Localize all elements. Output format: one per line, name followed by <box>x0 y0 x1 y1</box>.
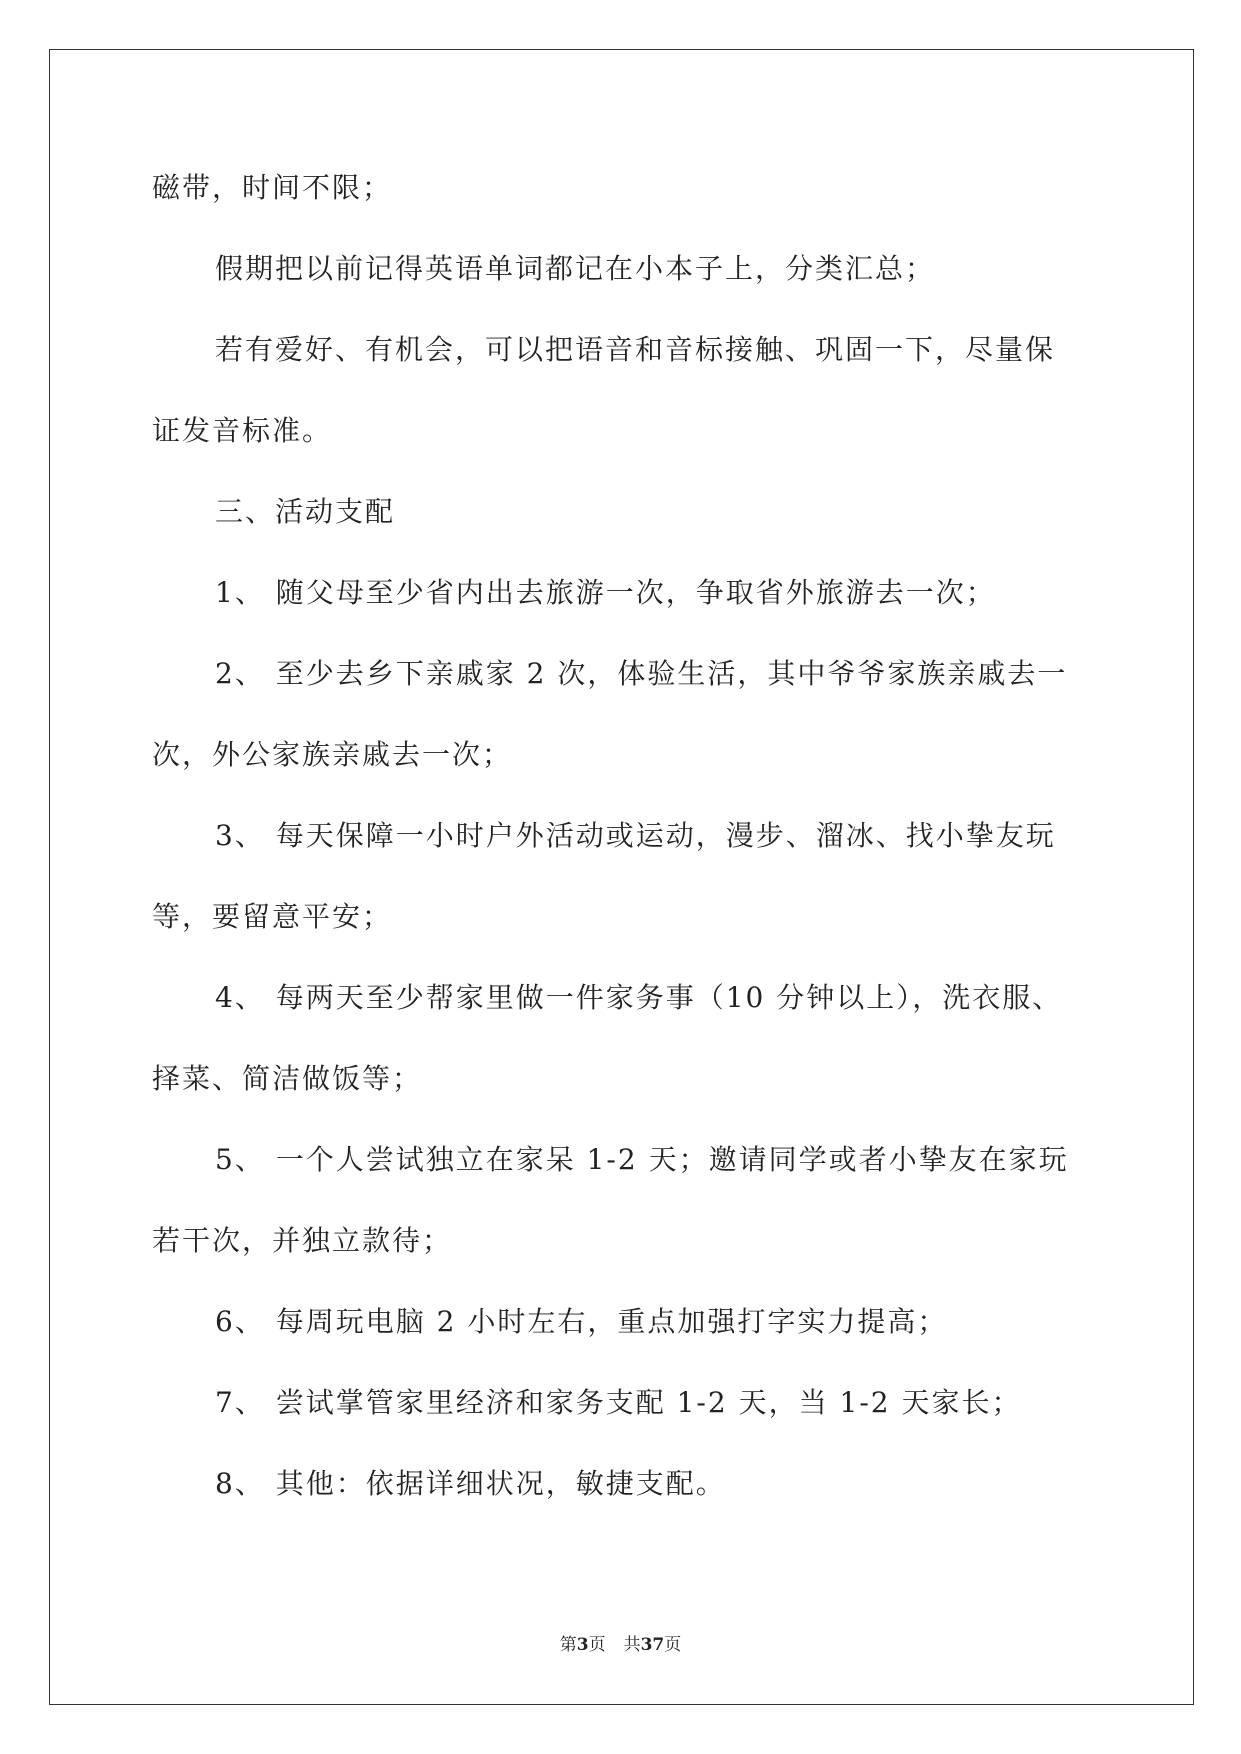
list-item-continuation: 若干次，并独立款待； <box>152 1224 453 1257</box>
page-footer <box>0 1633 1241 1657</box>
text-line: 证发音标准。 <box>152 414 333 447</box>
list-item: 3、 每天保障一小时户外活动或运动，漫步、溜冰、找小挚友玩 <box>215 819 1056 852</box>
total-pages: 37 <box>640 1635 665 1655</box>
text-line: 若有爱好、有机会，可以把语音和音标接触、巩固一下，尽量保 <box>215 333 1056 366</box>
text-line: 假期把以前记得英语单词都记在小本子上，分类汇总； <box>215 252 936 285</box>
page-number: 3 <box>576 1635 589 1655</box>
list-item-continuation: 次，外公家族亲戚去一次； <box>152 738 513 771</box>
list-item: 7、 尝试掌管家里经济和家务支配 1-2 天，当 1-2 天家长； <box>215 1386 1022 1419</box>
page-prefix: 第 <box>559 1635 577 1655</box>
list-item-continuation: 择菜、简洁做饭等； <box>152 1062 423 1095</box>
list-item: 8、 其他：依据详细状况，敏捷支配。 <box>215 1467 726 1500</box>
list-item: 1、 随父母至少省内出去旅游一次，争取省外旅游去一次； <box>215 576 996 609</box>
list-item-continuation: 等，要留意平安； <box>152 900 393 933</box>
total-prefix: 共 <box>623 1635 641 1655</box>
list-item: 2、 至少去乡下亲戚家 2 次，体验生活，其中爷爷家族亲戚去一 <box>215 657 1068 690</box>
total-suffix: 页 <box>664 1635 682 1655</box>
page-frame <box>49 49 1194 1705</box>
list-item: 5、 一个人尝试独立在家呆 1-2 天；邀请同学或者小挚友在家玩 <box>215 1143 1069 1176</box>
text-line: 磁带，时间不限； <box>152 171 393 204</box>
list-item: 6、 每周玩电脑 2 小时左右，重点加强打字实力提高； <box>215 1305 948 1338</box>
list-item: 4、 每两天至少帮家里做一件家务事（10 分钟以上），洗衣服、 <box>215 981 1063 1014</box>
section-heading: 三、活动支配 <box>215 495 396 528</box>
page-suffix: 页 <box>588 1635 606 1655</box>
